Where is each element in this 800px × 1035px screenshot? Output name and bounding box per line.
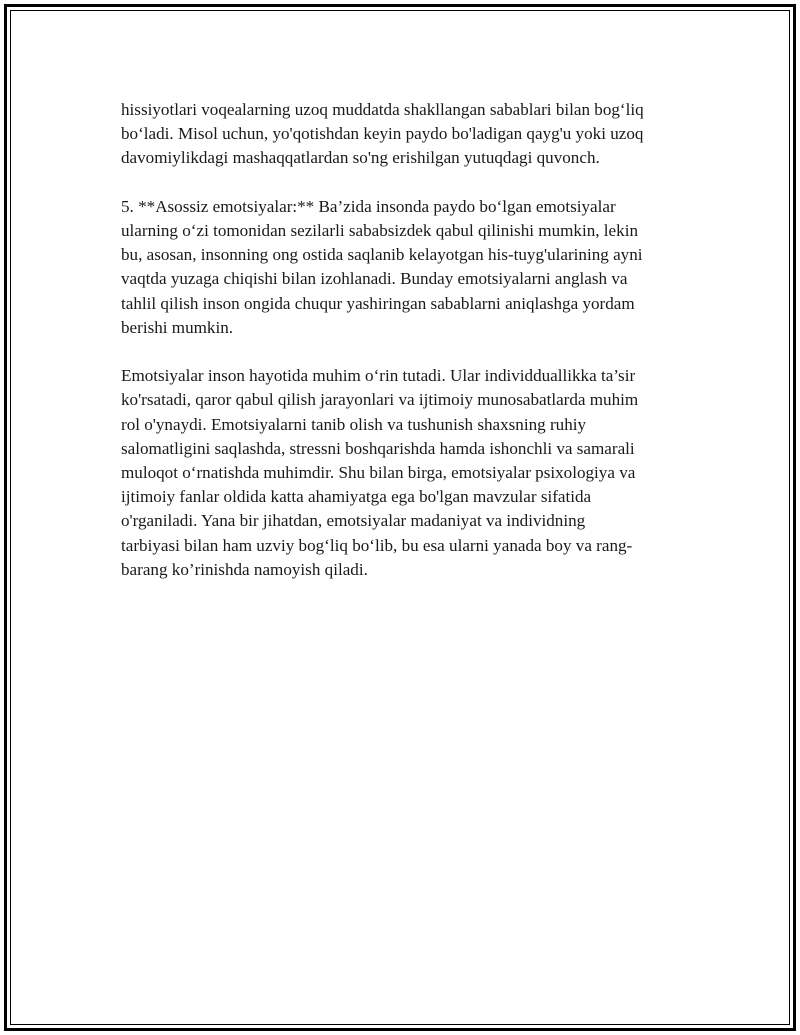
text-line: Emotsiyalar inson hayotida muhim o‘rin tutadi. Ular individduallikka ta’sir [121, 366, 636, 386]
text-line: salomatligini saqlashda, stressni boshqarishda hamda ishonchli va samarali [121, 438, 635, 458]
text-line: barang ko’rinishda namoyish qiladi. [121, 559, 368, 579]
text-line: o'rganiladi. Yana bir jihatdan, emotsiyalar madaniyat va individning [121, 511, 586, 531]
text-line: berishi mumkin. [121, 317, 234, 337]
text-line: davomiylikdagi mashaqqatlardan so'ng erishilgan yutuqdagi quvonch. [121, 148, 600, 168]
text-line: 5. **Asossiz emotsiyalar:** Ba’zida insonda paydo bo‘lgan emotsiyalar [121, 196, 616, 216]
text-line: ijtimoiy fanlar oldida katta ahamiyatga ega bo'lgan mavzular sifatida [121, 487, 592, 507]
document-page [4, 4, 796, 1031]
text-line: ko'rsatadi, qaror qabul qilish jarayonlari va ijtimoiy munosabatlarda muhim [121, 390, 639, 410]
text-line: bu, asosan, insonning ong ostida saqlanib kelayotgan his-tuyg'ularining ayni [121, 245, 643, 265]
text-line: tarbiyasi bilan ham uzviy bog‘liq bo‘lib, bu esa ularni yanada boy va rang- [121, 535, 633, 555]
text-line: rol o'ynaydi. Emotsiyalarni tanib olish va tushunish shaxsning ruhiy [121, 414, 587, 434]
paragraph-asossiz-emotsiyalar [121, 195, 691, 340]
text-line: vaqtda yuzaga chiqishi bilan izohlanadi. Bunday emotsiyalarni anglash va [121, 269, 628, 289]
text-line: ularning o‘zi tomonidan sezilarli sababsizdek qabul qilinishi mumkin, lekin [121, 221, 638, 240]
text-line: hissiyotlari voqealarning uzoq muddatda shakllangan sabablari bilan bog‘liq [121, 100, 644, 119]
document-body [121, 98, 691, 606]
text-line: bo‘ladi. Misol uchun, yo'qotishdan keyin paydo bo'ladigan qayg'u yoki uzoq [121, 124, 644, 144]
paragraph-continuation [121, 98, 691, 171]
text-line: tahlil qilish inson ongida chuqur yashiringan sabablarni aniqlashga yordam [121, 293, 635, 313]
text-line: muloqot o‘rnatishda muhimdir. Shu bilan birga, emotsiyalar psixologiya va [121, 463, 636, 483]
paragraph-conclusion [121, 364, 691, 582]
